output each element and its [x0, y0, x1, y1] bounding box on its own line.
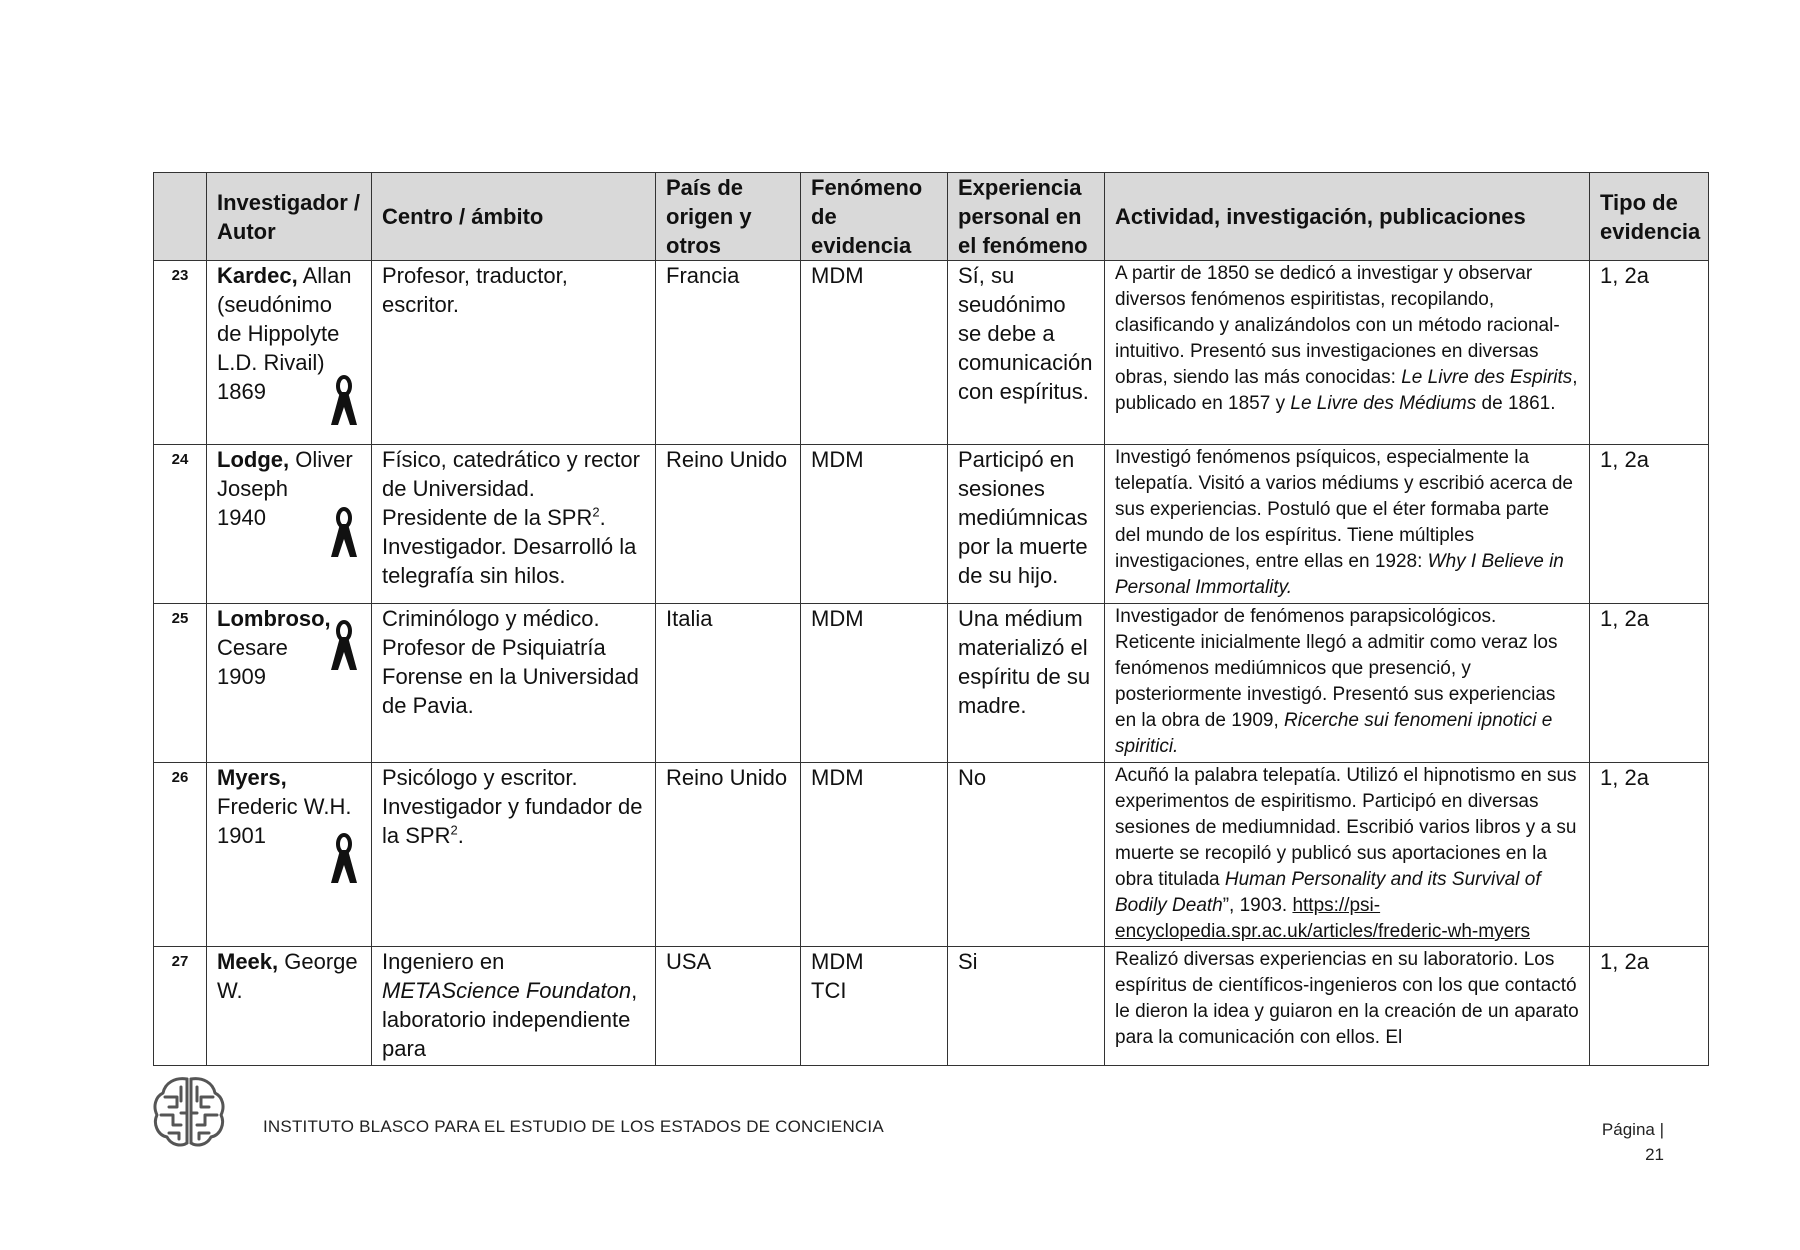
investigator-surname: Lodge,: [217, 447, 290, 472]
pais-cell: USA: [656, 947, 801, 1066]
header-centro: Centro / ámbito: [372, 173, 656, 261]
centro-cell: Criminólogo y médico. Profesor de Psiquiatría Forense en la Universidad de Pavia.: [372, 604, 656, 763]
pais-cell: Francia: [656, 261, 801, 445]
experiencia-cell: Participó en sesiones mediúmnicas por la muerte de su hijo.: [948, 445, 1105, 604]
fenomeno-cell: MDM: [801, 763, 948, 947]
table-header-row: [154, 173, 1709, 261]
actividad-title: Why I Believe in Personal Immortality.: [1115, 551, 1564, 598]
page-number: 21: [1645, 1145, 1664, 1164]
actividad-text-mid: , publicado en 1857 y: [1115, 367, 1578, 414]
investigator-year: 1940: [217, 505, 266, 530]
table-row: [154, 763, 1709, 947]
mourning-ribbon-icon: [329, 507, 359, 559]
tipo-cell: 1, 2a: [1590, 763, 1709, 947]
row-number: 24: [154, 445, 207, 604]
investigator-surname: Kardec,: [217, 263, 298, 288]
pais-cell: Italia: [656, 604, 801, 763]
investigator-year: 1901: [217, 823, 266, 848]
mourning-ribbon-icon: [329, 375, 359, 427]
fenomeno-cell: MDM: [801, 445, 948, 604]
footnote-marker: 2: [450, 822, 458, 838]
header-fenomeno: Fenómeno de evidencia: [801, 173, 948, 261]
mourning-ribbon-icon: [329, 620, 359, 672]
centro-cell: Profesor, traductor, escritor.: [372, 261, 656, 445]
actividad-title: Ricerche sui fenomeni ipnotici e spiritici.: [1115, 710, 1553, 757]
institute-name: INSTITUTO BLASCO PARA EL ESTUDIO DE LOS ESTADOS DE CONCIENCIA: [263, 1117, 884, 1136]
investigator-given-name: George W.: [217, 949, 358, 1003]
experiencia-cell: Si: [948, 947, 1105, 1066]
actividad-title-2: Le Livre des Médiums: [1290, 393, 1477, 414]
investigator-surname: Meek,: [217, 949, 279, 974]
actividad-text: A partir de 1850 se dedicó a investigar y observar diversos fenómenos espiritistas, recopilando, clasificando y analizándolos con un método racional-intuitivo. Presentó sus investigaciones en diversas obras, siendo las más conocidas:: [1115, 263, 1560, 388]
pais-cell: Reino Unido: [656, 763, 801, 947]
centro-cell: [372, 763, 656, 947]
centro-cell: [372, 947, 656, 1066]
actividad-cell: [1105, 445, 1590, 604]
header-pais: País de origen y otros: [656, 173, 801, 261]
investigator-given-name: Allan (seudónimo de Hippolyte L.D. Rivail): [217, 263, 352, 375]
experiencia-cell: Una médium materializó el espíritu de su madre.: [948, 604, 1105, 763]
pais-cell: Reino Unido: [656, 445, 801, 604]
actividad-title: Le Livre des Espirits: [1401, 367, 1573, 388]
centro-text-tail: .: [457, 823, 464, 848]
investigator-given-name: Cesare: [217, 635, 288, 660]
investigator-cell: [207, 947, 372, 1066]
actividad-cell: [1105, 261, 1590, 445]
header-tipo: Tipo de evidencia: [1590, 173, 1709, 261]
centro-text-tail: , laboratorio independiente para: [382, 978, 638, 1061]
fenomeno-value-2: TCI: [811, 978, 847, 1003]
actividad-text: Acuñó la palabra telepatía. Utilizó el hipnotismo en sus experimentos de espiritismo. Participó en diversas sesiones de mediumnidad. Escribió varios libros y a su muerte se recopiló y publicó sus aportaciones en la obra titulada: [1115, 765, 1577, 890]
mourning-ribbon-icon: [329, 833, 359, 885]
header-experiencia: Experiencia personal en el fenómeno: [948, 173, 1105, 261]
table-row: [154, 947, 1709, 1066]
centro-text-tail: . Investigador. Desarrolló la telegrafía sin hilos.: [382, 505, 637, 588]
actividad-title: Human Personality and its Survival of Bodily Death: [1115, 869, 1541, 916]
fenomeno-cell: [801, 947, 948, 1066]
investigator-given-name: Frederic W.H.: [217, 794, 352, 819]
header-investigador: Investigador / Autor: [207, 173, 372, 261]
actividad-text-mid: ”, 1903.: [1222, 895, 1293, 916]
row-number: 25: [154, 604, 207, 763]
header-num: [154, 173, 207, 261]
investigator-surname: Myers,: [217, 765, 287, 790]
fenomeno-cell: MDM: [801, 604, 948, 763]
footnote-marker: 2: [592, 504, 600, 520]
actividad-cell: [1105, 763, 1590, 947]
investigator-surname: Lombroso,: [217, 606, 331, 631]
investigator-year: 1909: [217, 664, 266, 689]
tipo-cell: 1, 2a: [1590, 604, 1709, 763]
brain-maze-logo-icon: [151, 1073, 227, 1149]
table-row: [154, 445, 1709, 604]
centro-text: Ingeniero en: [382, 949, 505, 974]
actividad-text: Investigó fenómenos psíquicos, especialmente la telepatía. Visitó a varios médiums y escribió acerca de sus experiencias. Postuló que el éter formaba parte del mundo de los espíritus. Tiene múltiples investigaciones, entre ellas en 1928:: [1115, 447, 1573, 572]
investigator-cell: [207, 604, 372, 763]
centro-text: Físico, catedrático y rector de Universidad. Presidente de la SPR: [382, 447, 640, 530]
actividad-text: Investigador de fenómenos parapsicológicos. Reticente inicialmente llegó a admitir como veraz los fenómenos mediúmnicos que presenció, y posteriormente investigó. Presentó sus experiencias en la obra de 1909,: [1115, 606, 1558, 731]
row-number: 23: [154, 261, 207, 445]
table-row: [154, 261, 1709, 445]
tipo-cell: 1, 2a: [1590, 947, 1709, 1066]
centro-text: Psicólogo y escritor. Investigador y fundador de la SPR: [382, 765, 643, 848]
centro-cell: [372, 445, 656, 604]
investigator-year: 1869: [217, 379, 266, 404]
page-indicator: [1602, 1117, 1664, 1167]
fenomeno-value: MDM: [811, 949, 864, 974]
page-label: Página |: [1601, 1120, 1664, 1139]
centro-foundation-name: METAScience Foundaton: [382, 978, 632, 1003]
investigator-cell: [207, 763, 372, 947]
actividad-text-end: de 1861.: [1476, 393, 1556, 414]
research-table: [153, 172, 1709, 1066]
header-actividad: Actividad, investigación, publicaciones: [1105, 173, 1590, 261]
table-row: [154, 604, 1709, 763]
investigator-cell: [207, 445, 372, 604]
actividad-cell: [1105, 947, 1590, 1066]
fenomeno-cell: MDM: [801, 261, 948, 445]
row-number: 27: [154, 947, 207, 1066]
experiencia-cell: No: [948, 763, 1105, 947]
tipo-cell: 1, 2a: [1590, 261, 1709, 445]
actividad-cell: [1105, 604, 1590, 763]
investigator-cell: [207, 261, 372, 445]
tipo-cell: 1, 2a: [1590, 445, 1709, 604]
actividad-text: Realizó diversas experiencias en su laboratorio. Los espíritus de científicos-ingenieros con los que contactó le dieron la idea y guiaron en la creación de un aparato para la comunicación con ellos. El: [1115, 949, 1579, 1048]
row-number: 26: [154, 763, 207, 947]
experiencia-cell: Sí, su seudónimo se debe a comunicación con espíritus.: [948, 261, 1105, 445]
investigator-given-name: Oliver Joseph: [217, 447, 353, 501]
psi-encyclopedia-link[interactable]: https://psi-encyclopedia.spr.ac.uk/articles/frederic-wh-myers: [1115, 895, 1530, 942]
